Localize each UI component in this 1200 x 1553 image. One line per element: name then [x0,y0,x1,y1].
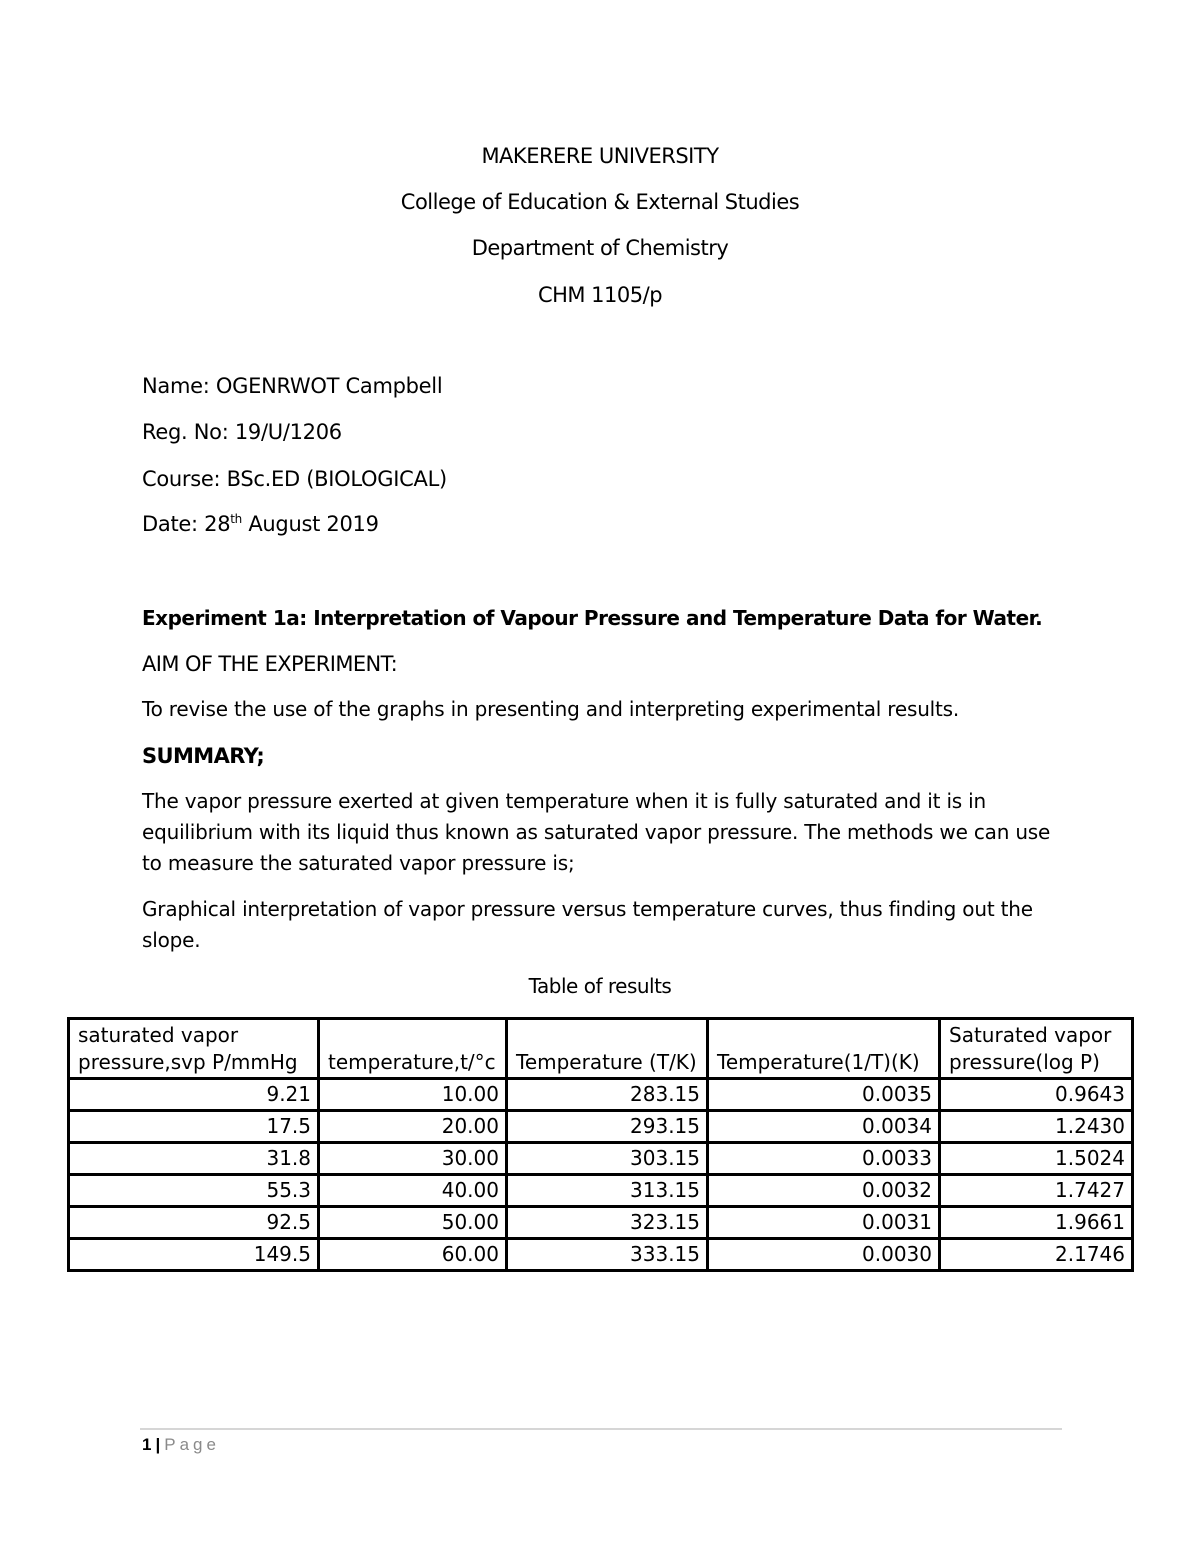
aim-heading: AIM OF THE EXPERIMENT: [142,652,398,676]
table-cell: 1.5024 [940,1143,1133,1175]
table-cell: 333.15 [507,1239,708,1271]
department-name: Department of Chemistry [471,236,729,260]
table-cell: 92.5 [69,1207,319,1239]
table-cell: 293.15 [507,1111,708,1143]
results-table [67,1017,1134,1272]
table-row [69,1079,1133,1111]
table-cell: 31.8 [69,1143,319,1175]
date-suffix: August 2019 [241,512,379,536]
column-header-svp: saturated vapor pressure,svp P/mmHg [69,1019,319,1079]
footer-separator: | [155,1435,161,1454]
column-header-log-pressure: Saturated vapor pressure(log P) [940,1019,1133,1079]
table-cell: 0.0033 [708,1143,940,1175]
table-cell: 0.9643 [940,1079,1133,1111]
aim-text: To revise the use of the graphs in presenting and interpreting experimental results. [142,697,960,721]
summary-paragraph-1: The vapor pressure exerted at given temperature when it is fully saturated and it is in equilibrium with its liquid thus known as saturated vapor pressure. The methods we can use to measure the saturated vapor pressure is; [142,789,1051,875]
table-caption: Table of results [528,974,672,998]
table-row [69,1111,1133,1143]
table-row [69,1239,1133,1271]
table-cell: 2.1746 [940,1239,1133,1271]
page-number: 1 [142,1435,152,1454]
table-cell: 60.00 [319,1239,507,1271]
table-cell: 30.00 [319,1143,507,1175]
column-header-temperature-c: temperature,t/°c [319,1019,507,1079]
table-cell: 0.0030 [708,1239,940,1271]
table-cell: 283.15 [507,1079,708,1111]
table-header-row [69,1019,1133,1079]
student-course: Course: BSc.ED (BIOLOGICAL) [142,467,447,491]
column-header-temperature-k: Temperature (T/K) [507,1019,708,1079]
table-cell: 0.0034 [708,1111,940,1143]
table-cell: 10.00 [319,1079,507,1111]
table-cell: 17.5 [69,1111,319,1143]
table-row [69,1207,1133,1239]
table-cell: 50.00 [319,1207,507,1239]
student-name: Name: OGENRWOT Campbell [142,374,443,398]
table-cell: 55.3 [69,1175,319,1207]
summary-paragraph-2: Graphical interpretation of vapor pressure versus temperature curves, thus finding out the slope. [142,897,1033,952]
experiment-title: Experiment 1a: Interpretation of Vapour Pressure and Temperature Data for Water. [142,606,1043,630]
university-name: MAKERERE UNIVERSITY [481,144,719,168]
summary-heading: SUMMARY; [142,744,265,768]
table-cell: 313.15 [507,1175,708,1207]
table-cell: 323.15 [507,1207,708,1239]
page-label: Page [164,1435,220,1454]
college-name: College of Education & External Studies [400,190,800,214]
column-header-inverse-temperature: Temperature(1/T)(K) [708,1019,940,1079]
table-row [69,1175,1133,1207]
page-footer [142,1434,220,1456]
table-cell: 0.0031 [708,1207,940,1239]
registration-number: Reg. No: 19/U/1206 [142,420,342,444]
table-cell: 40.00 [319,1175,507,1207]
table-row [69,1143,1133,1175]
table-cell: 1.2430 [940,1111,1133,1143]
table-cell: 149.5 [69,1239,319,1271]
course-code: CHM 1105/p [537,283,663,307]
table-cell: 9.21 [69,1079,319,1111]
table-cell: 0.0032 [708,1175,940,1207]
date-ordinal: th [230,512,242,526]
table-cell: 20.00 [319,1111,507,1143]
table-cell: 303.15 [507,1143,708,1175]
report-date [142,510,379,538]
table-cell: 0.0035 [708,1079,940,1111]
table-cell: 1.7427 [940,1175,1133,1207]
footer-divider [140,1428,1062,1430]
table-cell: 1.9661 [940,1207,1133,1239]
date-prefix: Date: 28 [142,512,231,536]
